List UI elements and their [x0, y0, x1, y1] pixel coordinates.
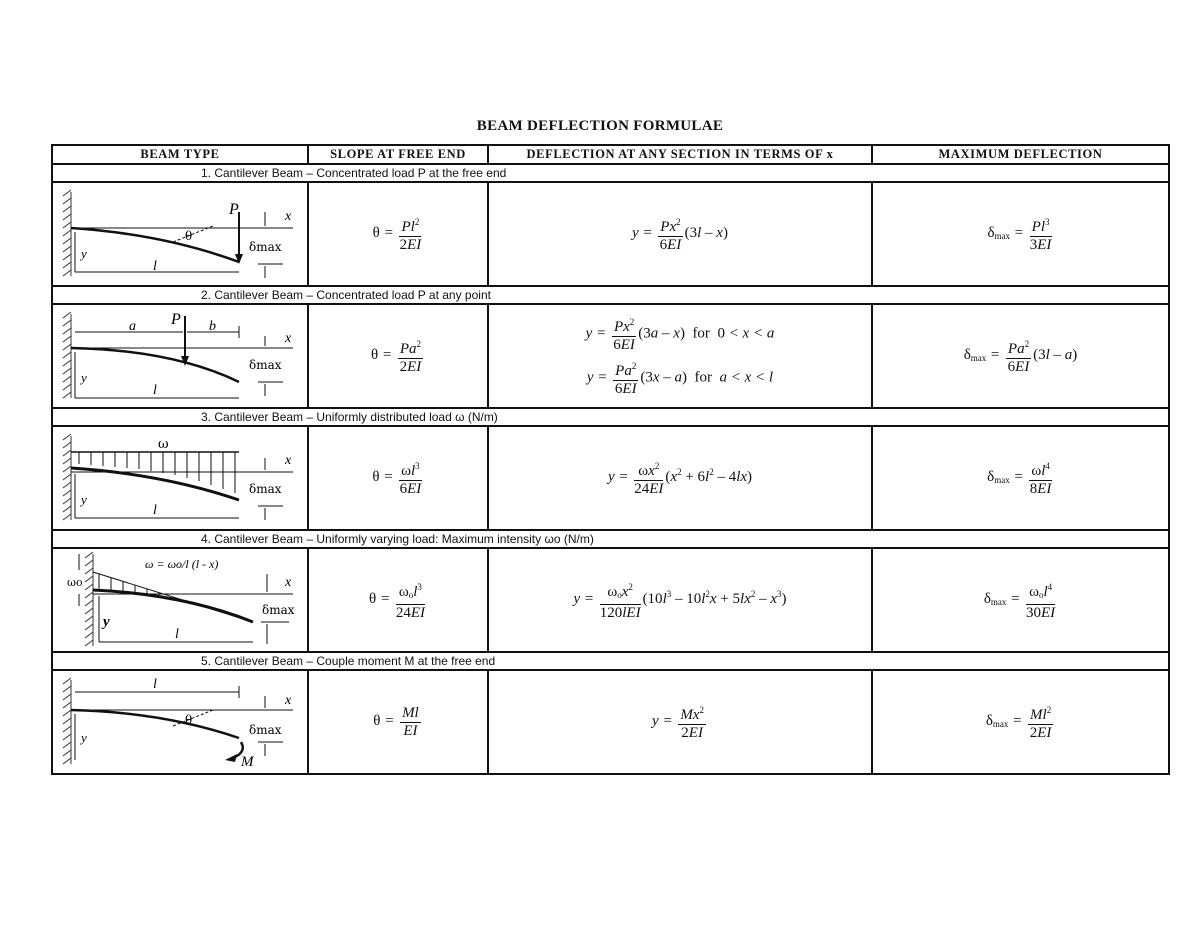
label-a: a: [129, 319, 136, 334]
case-row: [52, 182, 1169, 286]
for-label: for: [694, 369, 713, 386]
label-theta: θ: [185, 229, 193, 243]
label-P: P: [171, 311, 181, 328]
case-row: [52, 548, 1169, 652]
label-l: l: [153, 383, 157, 398]
case-caption: 5. Cantilever Beam – Couple moment M at the free end: [52, 652, 1169, 670]
label-x: x: [285, 331, 292, 346]
case-caption-row: [52, 652, 1169, 670]
label-y: y: [81, 730, 87, 745]
slope-formula: θ = $\frac{Pa^2}{2EI}$: [308, 304, 488, 408]
beam-diagram: [52, 548, 308, 652]
case-caption-row: [52, 408, 1169, 426]
deflection-formula: y = $\frac{Px^2}{6EI}$ (3l – x): [488, 182, 872, 286]
for-label: for: [692, 325, 710, 342]
label-l: l: [175, 627, 179, 642]
label-delta-max: δmax: [249, 358, 282, 372]
label-P: P: [229, 201, 239, 218]
slope-formula: θ = $\frac{\omega l^3}{6EI}$: [308, 426, 488, 530]
label-theta: θ: [185, 713, 193, 727]
header-max-deflection: MAXIMUM DEFLECTION: [872, 145, 1169, 164]
label-y: y: [81, 246, 87, 261]
label-y: y: [81, 492, 87, 507]
case-caption: 4. Cantilever Beam – Uniformly varying load: Maximum intensity ωo (N/m): [52, 530, 1169, 548]
max-deflection-formula: δmax = $\frac{Pa^2}{6EI}$ (3l – a): [872, 304, 1169, 408]
label-omega-o: ωo: [67, 576, 83, 589]
label-b: b: [209, 319, 216, 334]
label-delta-max: δmax: [262, 603, 295, 617]
beam-diagram: [52, 670, 308, 774]
case-caption: 1. Cantilever Beam – Concentrated load P at the free end: [52, 164, 1169, 182]
label-l: l: [153, 259, 157, 274]
label-varying-load: ω = ωo/l (l - x): [145, 557, 219, 571]
deflection-formula: y = $\frac{Mx^2}{2EI}$: [488, 670, 872, 774]
case-caption-row: [52, 286, 1169, 304]
formula-table: [51, 144, 1170, 775]
beam-diagram: [52, 182, 308, 286]
header-deflection: DEFLECTION AT ANY SECTION IN TERMS OF x: [488, 145, 872, 164]
deflection-formula: y = $\frac{Px^2}{6EI}$ (3a – x) for 0 < x < a y = $\frac{Pa^2}{6EI}$ (3x – a) for a < x < l: [488, 304, 872, 408]
page-title: BEAM DEFLECTION FORMULAE: [476, 118, 724, 134]
label-l: l: [153, 677, 157, 692]
deflection-formula: y = $\frac{\omega x^2}{24EI}$ $(x^2 + 6l^2 - 4lx)$: [488, 426, 872, 530]
label-M: M: [241, 754, 254, 770]
header-row: [52, 145, 1169, 164]
label-x: x: [285, 453, 292, 468]
max-deflection-formula: δmax = $\frac{\omega l^4}{8EI}$: [872, 426, 1169, 530]
label-x: x: [285, 575, 292, 590]
case-row: [52, 670, 1169, 774]
slope-formula: θ = $\frac{Ml}{EI}$: [308, 670, 488, 774]
label-y: y: [81, 370, 87, 385]
max-deflection-formula: δmax = $\frac{Pl^3}{3EI}$: [872, 182, 1169, 286]
case-row: [52, 304, 1169, 408]
label-delta-max: δmax: [249, 240, 282, 254]
case-row: [52, 426, 1169, 530]
label-x: x: [285, 209, 292, 224]
label-omega: ω: [158, 437, 169, 452]
slope-formula: θ = ωol$^3$ 24EI: [308, 548, 488, 652]
header-slope: SLOPE AT FREE END: [308, 145, 488, 164]
slope-formula: θ = $\frac{Pl^2}{2EI}$: [308, 182, 488, 286]
case-caption: 2. Cantilever Beam – Concentrated load P at any point: [52, 286, 1169, 304]
max-deflection-formula: δmax = ωol$^4$ 30EI: [872, 548, 1169, 652]
header-beam-type: BEAM TYPE: [52, 145, 308, 164]
beam-diagram: [52, 426, 308, 530]
label-l: l: [153, 503, 157, 518]
label-x: x: [285, 693, 292, 708]
beam-diagram: [52, 304, 308, 408]
label-y: y: [103, 614, 110, 630]
label-delta-max: δmax: [249, 482, 282, 496]
case-caption-row: [52, 164, 1169, 182]
label-delta-max: δmax: [249, 723, 282, 737]
case-caption: 3. Cantilever Beam – Uniformly distributed load ω (N/m): [52, 408, 1169, 426]
max-deflection-formula: δmax = $\frac{Ml^2}{2EI}$: [872, 670, 1169, 774]
case-caption-row: [52, 530, 1169, 548]
deflection-formula: y = ωox$^2$ 120lEI $(10l^3 - 10l^2x + 5lx^2 - x^3)$: [488, 548, 872, 652]
